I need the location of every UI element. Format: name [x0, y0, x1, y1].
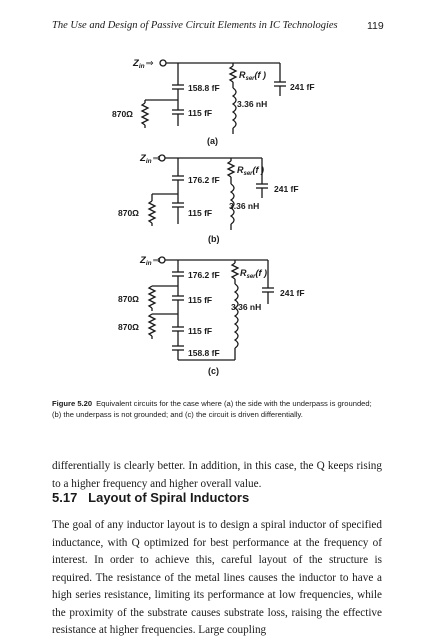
running-header: The Use and Design of Passive Circuit Elements in IC Technologies [52, 20, 338, 31]
cap-label-a-bottom: 115 fF [188, 108, 213, 118]
figure-caption-label: Figure 5.20 [52, 399, 93, 408]
paragraph-2: The goal of any inductor layout is to design a spiral inductor of specified inductance, with Q optimized for best performance at the frequency of interest. In order to achieve this, careful layout of the structure is required. The resistance of the metal lines causes the inductor to have a high series resistance, limiting its performance at low frequencies, while the proximity of the substrate causes substrate loss, raising the effective resistance at higher frequencies. Large coupling [52, 519, 382, 636]
cap-label-c-top: 176.2 fF [188, 270, 220, 280]
inductor-label-b: 3.36 nH [229, 201, 260, 211]
paragraph-1: differentially is clearly better. In addition, in this case, the Q keeps rising to a higher frequency and higher overall value. [52, 460, 382, 490]
subfigure-label-c: (c) [208, 366, 219, 376]
cap-right-label-b: 241 fF [274, 184, 299, 194]
cap-label-c-bottom: 158.8 fF [188, 348, 220, 358]
section-heading [52, 490, 249, 505]
zin-label-b: $Z_{in}\Rightarrow$ [140, 153, 161, 165]
cap-right-label-c: 241 fF [280, 288, 305, 298]
zin-label-a: $Z_{in}\Rightarrow$ [133, 58, 154, 70]
circuit-b [149, 155, 268, 230]
page-number: 119 [367, 20, 384, 32]
inductor-label-a: 3.36 nH [237, 99, 268, 109]
subfigure-label-b: (b) [208, 234, 220, 244]
figure-caption-text: Equivalent circuits for the case where (a) the side with the underpass is grounded; (b) the underpass is not grounded; and (c) the circuit is driven differentially. [52, 399, 372, 419]
resistor-label-a: 870Ω [112, 109, 133, 119]
cap-label-c-mid1: 115 fF [188, 295, 213, 305]
rser-label-b: $R_{ser}(f$ ) [237, 165, 265, 177]
cap-label-b-bottom: 115 fF [188, 208, 213, 218]
resistor-label-b: 870Ω [118, 208, 139, 218]
inductor-label-c: 3.36 nH [231, 302, 262, 312]
rser-label-c: $R_{ser}(f$ ) [240, 268, 268, 280]
resistor-label-c1: 870Ω [118, 294, 139, 304]
resistor-label-c2: 870Ω [118, 322, 139, 332]
section-title: Layout of Spiral Inductors [88, 490, 250, 505]
subfigure-label-a: (a) [207, 136, 218, 146]
section-number: 5.17 [52, 490, 78, 505]
rser-label-a: $R_{ser}(f$ ) [239, 70, 267, 82]
cap-right-label-a: 241 fF [290, 82, 315, 92]
cap-label-c-mid2: 115 fF [188, 326, 213, 336]
zin-label-c: $Z_{in}\Rightarrow$ [140, 255, 161, 267]
cap-label-a-top: 158.8 fF [188, 83, 220, 93]
cap-label-b-top: 176.2 fF [188, 175, 220, 185]
figure-caption [52, 398, 382, 420]
